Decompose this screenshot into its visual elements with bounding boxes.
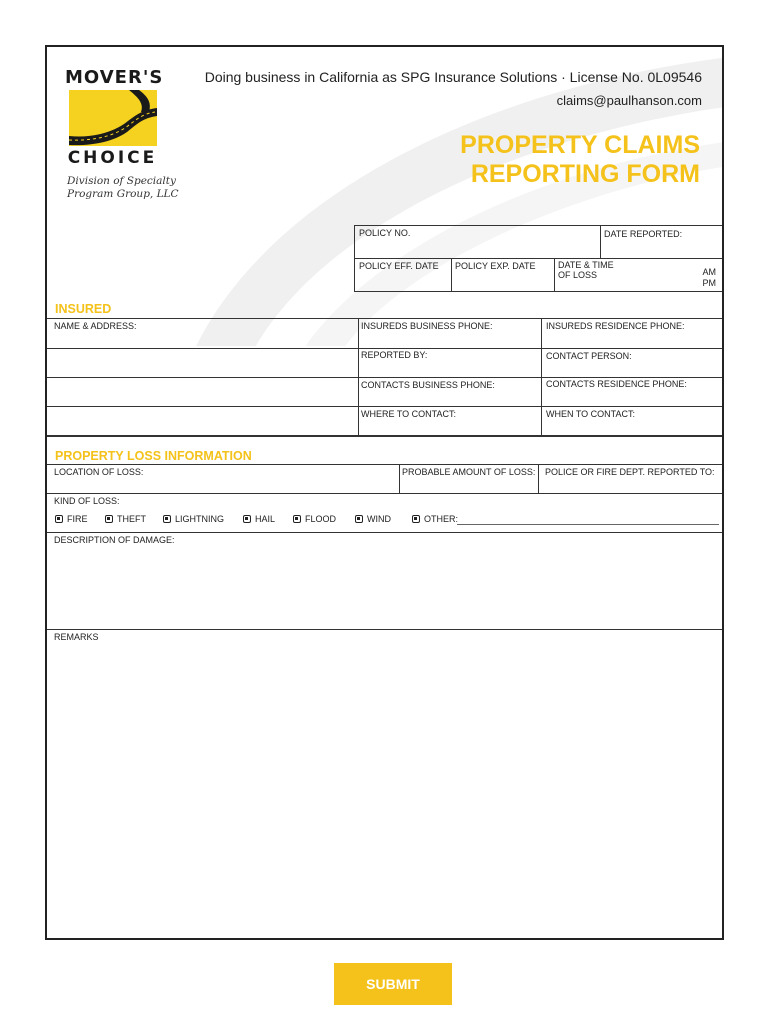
contact-person-field[interactable]: CONTACT PERSON:: [546, 351, 632, 361]
theft-label: THEFT: [117, 514, 146, 524]
title-line2: REPORTING FORM: [470, 160, 700, 188]
remarks-field[interactable]: REMARKS: [54, 632, 99, 642]
policy-eff-date-field[interactable]: POLICY EFF. DATE: [359, 261, 439, 271]
contacts-business-phone-field[interactable]: CONTACTS BUSINESS PHONE:: [361, 380, 495, 390]
movers-choice-logo: [65, 67, 165, 168]
kind-of-loss-label: KIND OF LOSS:: [54, 496, 120, 506]
insureds-business-phone-field[interactable]: INSUREDS BUSINESS PHONE:: [361, 321, 493, 331]
reported-by-field[interactable]: REPORTED BY:: [361, 350, 428, 360]
checkbox-icon: [412, 515, 420, 523]
loss-datetime-label2: OF LOSS: [558, 270, 598, 280]
claims-form: [45, 45, 724, 940]
checkbox-icon: [163, 515, 171, 523]
logo-top-text: MOVER'S: [65, 67, 164, 88]
hail-checkbox[interactable]: [243, 514, 275, 524]
property-loss-section-title: PROPERTY LOSS INFORMATION: [55, 449, 252, 463]
checkbox-icon: [105, 515, 113, 523]
hail-label: HAIL: [255, 514, 276, 524]
fire-checkbox[interactable]: [55, 514, 88, 524]
when-to-contact-field[interactable]: WHEN TO CONTACT:: [546, 409, 636, 419]
pm-option[interactable]: PM: [702, 278, 716, 288]
other-input-line[interactable]: [457, 524, 719, 525]
checkbox-icon: [355, 515, 363, 523]
insureds-residence-phone-field[interactable]: INSUREDS RESIDENCE PHONE:: [546, 321, 685, 331]
flood-checkbox[interactable]: [293, 514, 336, 524]
am-pm-selector[interactable]: [703, 267, 717, 289]
probable-amount-field[interactable]: PROBABLE AMOUNT OF LOSS:: [402, 467, 536, 477]
name-address-field[interactable]: NAME & ADDRESS:: [54, 321, 137, 331]
wind-label: WIND: [367, 514, 391, 524]
checkbox-icon: [293, 515, 301, 523]
policy-no-field[interactable]: POLICY NO.: [359, 228, 411, 238]
loss-datetime-field[interactable]: [558, 260, 614, 280]
date-reported-field[interactable]: DATE REPORTED:: [604, 229, 683, 239]
location-of-loss-field[interactable]: LOCATION OF LOSS:: [54, 467, 144, 477]
wind-checkbox[interactable]: [355, 514, 391, 524]
division-line1: Division of Specialty: [67, 175, 176, 187]
logo-road-graphic: [69, 90, 157, 146]
logo-bottom-text: CHOICE: [67, 148, 158, 168]
am-option[interactable]: AM: [702, 267, 716, 277]
where-to-contact-field[interactable]: WHERE TO CONTACT:: [361, 409, 457, 419]
flood-label: FLOOD: [305, 514, 337, 524]
form-title: [460, 131, 700, 189]
lightning-checkbox[interactable]: [163, 514, 224, 524]
police-fire-dept-field[interactable]: POLICE OR FIRE DEPT. REPORTED TO:: [545, 467, 715, 477]
division-text: [67, 175, 179, 201]
contacts-residence-phone-field[interactable]: CONTACTS RESIDENCE PHONE:: [546, 379, 687, 389]
fire-label: FIRE: [67, 514, 88, 524]
email-link[interactable]: claims@paulhanson.com: [556, 93, 702, 108]
policy-exp-date-field[interactable]: POLICY EXP. DATE: [455, 261, 536, 271]
other-checkbox[interactable]: [412, 514, 458, 524]
description-of-damage-field[interactable]: DESCRIPTION OF DAMAGE:: [54, 535, 175, 545]
checkbox-icon: [55, 515, 63, 523]
submit-button[interactable]: SUBMIT: [334, 963, 452, 1005]
other-label: OTHER:: [424, 514, 459, 524]
loss-datetime-label1: DATE & TIME: [558, 260, 614, 270]
division-line2: Program Group, LLC: [67, 188, 179, 200]
lightning-label: LIGHTNING: [175, 514, 225, 524]
insured-section-title: INSURED: [55, 302, 112, 316]
business-line: Doing business in California as SPG Insurance Solutions · License No. 0L09546: [204, 69, 702, 85]
checkbox-icon: [243, 515, 251, 523]
theft-checkbox[interactable]: [105, 514, 146, 524]
title-line1: PROPERTY CLAIMS: [460, 131, 700, 159]
